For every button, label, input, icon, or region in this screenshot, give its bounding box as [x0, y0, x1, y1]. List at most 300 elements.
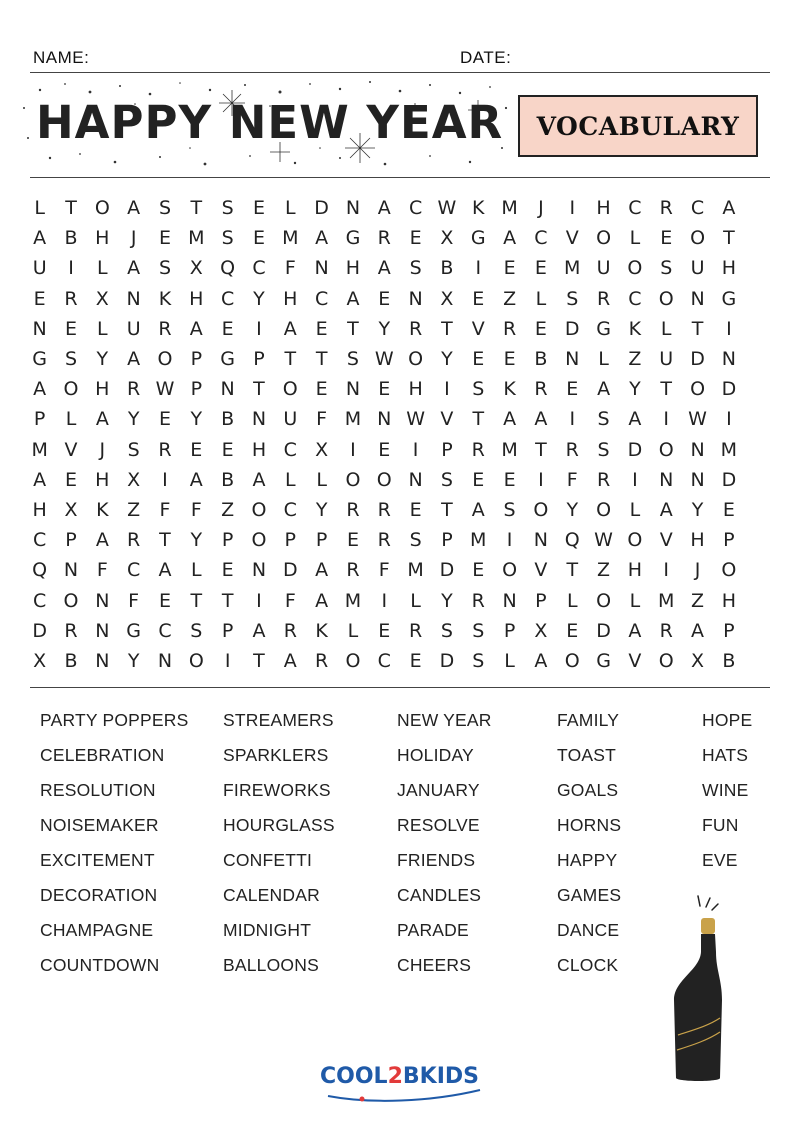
grid-letter: G	[345, 227, 361, 250]
grid-letter: E	[346, 529, 359, 552]
grid-letter: T	[284, 348, 297, 371]
grid-letter: N	[345, 197, 361, 220]
grid-letter: F	[378, 559, 390, 582]
grid-letter: M	[407, 559, 424, 582]
grid-letter: H	[32, 498, 47, 521]
grid-letter: D	[721, 468, 737, 491]
grid-letter: A	[659, 498, 673, 521]
grid-letter: O	[251, 498, 267, 521]
word-list-item: HOPE	[702, 710, 753, 730]
grid-letter: Y	[315, 498, 328, 521]
grid-letter: E	[158, 408, 171, 431]
grid-letter: L	[34, 197, 45, 220]
grid-letter: W	[406, 408, 425, 431]
grid-letter: E	[409, 498, 422, 521]
grid-letter: B	[64, 227, 78, 250]
grid-letter: Z	[628, 348, 642, 371]
grid-letter: I	[256, 589, 262, 612]
grid-letter: B	[64, 649, 78, 672]
grid-letter: S	[472, 649, 485, 672]
grid-letter: X	[95, 287, 109, 310]
grid-letter: Z	[691, 589, 705, 612]
grid-letter: H	[251, 438, 267, 461]
grid-letter: O	[188, 649, 204, 672]
grid-letter: S	[597, 408, 610, 431]
grid-letter: E	[64, 317, 77, 340]
grid-letter: R	[659, 197, 673, 220]
grid-letter: U	[596, 257, 611, 280]
grid-letter: P	[190, 378, 203, 401]
grid-letter: A	[315, 227, 329, 250]
grid-letter: S	[190, 619, 203, 642]
grid-row	[24, 525, 776, 555]
grid-letter: N	[408, 468, 423, 491]
grid-letter: C	[33, 529, 47, 552]
grid-letter: P	[503, 619, 516, 642]
grid-letter: W	[374, 348, 394, 371]
grid-letter: A	[95, 529, 109, 552]
word-column	[397, 708, 492, 988]
grid-letter: X	[33, 649, 47, 672]
word-list-item: GOALS	[557, 780, 619, 800]
grid-letter: U	[690, 257, 705, 280]
grid-letter: A	[534, 649, 548, 672]
word-list-item: HOLIDAY	[397, 745, 474, 765]
grid-letter: H	[189, 287, 204, 310]
grid-letter: S	[409, 529, 422, 552]
grid-letter: A	[95, 408, 109, 431]
grid-letter: M	[501, 197, 518, 220]
grid-letter: A	[33, 378, 47, 401]
word-list-item: EVE	[702, 850, 738, 870]
grid-letter: N	[32, 317, 47, 340]
grid-letter: E	[378, 438, 391, 461]
grid-letter: E	[64, 468, 77, 491]
grid-letter: C	[158, 619, 172, 642]
grid-letter: E	[221, 438, 234, 461]
grid-letter: M	[344, 408, 362, 431]
grid-letter: O	[564, 649, 580, 672]
grid-letter: T	[221, 589, 234, 612]
grid-letter: H	[596, 197, 611, 220]
grid-letter: Y	[190, 408, 203, 431]
grid-letter: C	[628, 287, 642, 310]
word-list-item: GAMES	[557, 885, 622, 905]
grid-letter: N	[251, 559, 267, 582]
grid-letter: I	[538, 468, 544, 491]
grid-letter: O	[533, 498, 549, 521]
word-list-item: CONFETTI	[223, 850, 313, 870]
grid-letter: T	[723, 227, 735, 250]
grid-letter: R	[409, 317, 423, 340]
vocabulary-label: VOCABULARY	[536, 111, 740, 141]
grid-letter: B	[722, 649, 736, 672]
grid-row	[24, 616, 776, 646]
grid-letter: D	[32, 619, 47, 642]
grid-letter: T	[159, 529, 171, 552]
grid-letter: O	[596, 227, 612, 250]
grid-letter: S	[660, 257, 673, 280]
grid-letter: O	[658, 649, 674, 672]
grid-letter: S	[440, 619, 453, 642]
grid-letter: A	[346, 287, 360, 310]
word-list-item: FAMILY	[557, 710, 620, 730]
word-list-item: RESOLVE	[397, 815, 480, 835]
grid-letter: Y	[378, 317, 391, 340]
grid-letter: P	[284, 529, 297, 552]
grid-letter: A	[315, 589, 329, 612]
grid-row	[24, 374, 776, 404]
grid-letter: Y	[127, 408, 140, 431]
grid-letter: O	[627, 257, 643, 280]
grid-letter: U	[283, 408, 298, 431]
grid-letter: M	[344, 589, 362, 612]
grid-letter: D	[627, 438, 643, 461]
grid-row	[24, 555, 776, 585]
grid-letter: I	[256, 317, 262, 340]
grid-letter: F	[190, 498, 202, 521]
grid-letter: E	[409, 649, 422, 672]
grid-letter: C	[220, 287, 235, 310]
word-list-item: EXCITEMENT	[40, 850, 155, 870]
grid-letter: I	[506, 529, 513, 552]
grid-letter: R	[596, 468, 611, 491]
grid-letter: L	[316, 468, 327, 491]
grid-letter: A	[722, 197, 736, 220]
grid-letter: L	[97, 257, 108, 280]
grid-letter: A	[158, 559, 172, 582]
grid-letter: W	[688, 408, 707, 431]
grid-letter: I	[68, 257, 74, 280]
word-column	[40, 708, 189, 988]
word-list-item: TOAST	[557, 745, 617, 765]
grid-letter: D	[596, 619, 611, 642]
grid-letter: D	[282, 559, 298, 582]
grid-letter: Y	[441, 589, 453, 612]
grid-letter: C	[127, 559, 141, 582]
grid-letter: I	[162, 468, 168, 491]
grid-letter: K	[315, 619, 328, 642]
grid-letter: I	[475, 257, 482, 280]
grid-letter: R	[127, 378, 141, 401]
grid-letter: E	[33, 287, 46, 310]
grid-letter: A	[691, 619, 705, 642]
grid-letter: N	[690, 438, 705, 461]
grid-letter: S	[221, 227, 234, 250]
grid-letter: X	[440, 287, 454, 310]
grid-letter: W	[594, 529, 613, 552]
grid-letter: O	[690, 378, 706, 401]
grid-letter: I	[663, 559, 670, 582]
grid-letter: S	[127, 438, 140, 461]
grid-bottom-divider	[30, 687, 770, 688]
grid-letter: R	[377, 227, 391, 250]
grid-letter: D	[439, 649, 455, 672]
grid-letter: E	[378, 619, 391, 642]
grid-letter: W	[437, 197, 457, 220]
word-list-item: HATS	[702, 745, 749, 765]
grid-letter: M	[282, 227, 299, 250]
grid-letter: U	[126, 317, 141, 340]
grid-letter: E	[472, 287, 485, 310]
grid-letter: M	[564, 257, 581, 280]
grid-letter: N	[63, 559, 79, 582]
grid-letter: Y	[441, 348, 453, 371]
grid-letter: L	[97, 317, 108, 340]
grid-letter: E	[315, 317, 328, 340]
grid-letter: K	[503, 378, 516, 401]
grid-letter: A	[597, 378, 611, 401]
grid-letter: O	[721, 559, 737, 582]
grid-letter: E	[503, 348, 516, 371]
word-list-item: NOISEMAKER	[40, 815, 159, 835]
grid-letter: H	[627, 559, 643, 582]
grid-row	[24, 465, 776, 495]
grid-letter: O	[376, 468, 392, 491]
grid-letter: F	[128, 589, 140, 612]
grid-letter: T	[566, 559, 579, 582]
grid-letter: A	[503, 227, 517, 250]
grid-row	[24, 646, 776, 676]
grid-letter: G	[596, 649, 611, 672]
grid-letter: T	[65, 197, 77, 220]
grid-row	[24, 314, 776, 344]
grid-letter: D	[439, 559, 455, 582]
grid-letter: A	[534, 408, 548, 431]
grid-letter: O	[596, 498, 612, 521]
logo-text-part: 2	[387, 1064, 403, 1089]
word-list-item: COUNTDOWN	[40, 955, 160, 975]
grid-letter: B	[534, 348, 548, 371]
grid-letter: A	[127, 257, 141, 280]
grid-letter: Y	[566, 498, 579, 521]
grid-letter: N	[95, 619, 110, 642]
grid-letter: F	[159, 498, 171, 521]
grid-letter: L	[504, 649, 515, 672]
grid-letter: E	[722, 498, 735, 521]
grid-letter: C	[408, 197, 423, 220]
grid-letter: A	[189, 468, 203, 491]
word-list-item: DANCE	[557, 920, 620, 940]
grid-letter: E	[534, 317, 547, 340]
grid-letter: T	[253, 378, 265, 401]
grid-letter: H	[721, 589, 737, 612]
grid-letter: X	[189, 257, 203, 280]
grid-letter: R	[596, 287, 611, 310]
grid-letter: O	[596, 589, 612, 612]
grid-letter: Z	[597, 559, 611, 582]
grid-letter: R	[315, 649, 329, 672]
grid-letter: N	[533, 529, 549, 552]
word-list-item: CELEBRATION	[40, 745, 165, 765]
grid-letter: S	[597, 438, 610, 461]
word-list-item: WINE	[702, 780, 749, 800]
grid-letter: A	[628, 408, 642, 431]
grid-letter: X	[315, 438, 329, 461]
grid-letter: T	[190, 197, 203, 220]
grid-letter: H	[95, 227, 110, 250]
grid-letter: E	[503, 468, 516, 491]
grid-letter: A	[283, 317, 297, 340]
logo-swoosh-icon	[320, 1086, 485, 1104]
grid-letter: S	[158, 197, 171, 220]
grid-letter: I	[350, 438, 356, 461]
grid-letter: U	[32, 257, 47, 280]
word-list-item: RESOLUTION	[40, 780, 156, 800]
grid-letter: Q	[220, 257, 236, 280]
word-list-item: FIREWORKS	[223, 780, 331, 800]
grid-letter: T	[441, 498, 453, 521]
grid-letter: R	[158, 317, 172, 340]
grid-letter: N	[721, 348, 736, 371]
grid-letter: B	[221, 408, 235, 431]
grid-letter: T	[660, 378, 673, 401]
grid-letter: M	[188, 227, 205, 250]
grid-letter: V	[659, 529, 673, 552]
grid-letter: P	[221, 619, 234, 642]
grid-letter: V	[565, 227, 579, 250]
grid-letter: I	[726, 317, 732, 340]
grid-letter: Y	[127, 649, 140, 672]
grid-letter: R	[471, 589, 485, 612]
grid-letter: V	[64, 438, 78, 461]
grid-letter: M	[720, 438, 738, 461]
grid-letter: T	[441, 317, 453, 340]
grid-letter: C	[534, 227, 548, 250]
grid-letter: E	[378, 287, 391, 310]
grid-letter: L	[191, 559, 202, 582]
word-list-item: BALLOONS	[223, 955, 319, 975]
grid-letter: R	[127, 529, 141, 552]
word-list-item: CLOCK	[557, 955, 619, 975]
word-list-item: PARTY POPPERS	[40, 710, 189, 730]
grid-letter: V	[628, 649, 642, 672]
grid-letter: E	[409, 227, 422, 250]
grid-letter: I	[444, 378, 450, 401]
grid-letter: I	[663, 408, 670, 431]
grid-letter: X	[64, 498, 78, 521]
grid-letter: L	[660, 317, 672, 340]
grid-row	[24, 404, 776, 434]
grid-letter: E	[534, 257, 547, 280]
grid-letter: O	[627, 529, 643, 552]
champagne-bottle-icon	[668, 890, 728, 1085]
grid-letter: O	[658, 287, 674, 310]
grid-letter: A	[471, 498, 485, 521]
grid-letter: F	[284, 257, 296, 280]
grid-row	[24, 223, 776, 253]
grid-letter: H	[283, 287, 298, 310]
grid-letter: E	[472, 468, 485, 491]
title-banner	[20, 78, 510, 168]
grid-row	[24, 344, 776, 374]
grid-letter: I	[224, 649, 231, 672]
grid-letter: F	[96, 559, 108, 582]
word-list-item: DECORATION	[40, 885, 158, 905]
word-search-grid	[24, 193, 776, 676]
grid-letter: O	[63, 378, 79, 401]
grid-letter: E	[190, 438, 203, 461]
grid-letter: S	[346, 348, 359, 371]
grid-letter: L	[598, 348, 609, 371]
grid-letter: I	[381, 589, 388, 612]
grid-letter: O	[157, 348, 173, 371]
grid-letter: A	[377, 197, 391, 220]
grid-letter: P	[253, 348, 265, 371]
grid-letter: N	[95, 589, 110, 612]
grid-letter: O	[251, 529, 267, 552]
grid-letter: E	[252, 197, 265, 220]
grid-letter: K	[158, 287, 172, 310]
grid-letter: A	[628, 619, 642, 642]
grid-letter: E	[158, 227, 171, 250]
word-list-item: FRIENDS	[397, 850, 476, 870]
grid-letter: R	[659, 619, 673, 642]
grid-letter: O	[282, 378, 298, 401]
word-list-item: MIDNIGHT	[223, 920, 312, 940]
grid-row	[24, 495, 776, 525]
grid-letter: R	[534, 378, 548, 401]
grid-letter: E	[566, 378, 579, 401]
grid-letter: N	[126, 287, 141, 310]
grid-letter: E	[158, 589, 171, 612]
grid-letter: S	[566, 287, 579, 310]
grid-top-divider	[30, 177, 770, 178]
grid-letter: B	[221, 468, 235, 491]
logo-text-part: BKIDS	[402, 1064, 479, 1089]
grid-letter: V	[534, 559, 548, 582]
grid-letter: F	[566, 468, 578, 491]
grid-letter: I	[569, 197, 576, 220]
word-column	[702, 708, 752, 883]
grid-letter: O	[345, 468, 361, 491]
word-list-item: HAPPY	[557, 850, 618, 870]
grid-letter: R	[502, 317, 517, 340]
word-list-item: CHEERS	[397, 955, 472, 975]
grid-letter: E	[566, 619, 579, 642]
grid-letter: N	[659, 468, 674, 491]
grid-letter: O	[690, 227, 706, 250]
grid-letter: D	[314, 197, 329, 220]
grid-letter: C	[283, 438, 297, 461]
grid-letter: X	[440, 227, 454, 250]
grid-letter: M	[658, 589, 675, 612]
grid-letter: P	[65, 529, 77, 552]
grid-letter: R	[346, 559, 360, 582]
grid-letter: G	[596, 317, 611, 340]
grid-letter: Y	[96, 348, 109, 371]
grid-letter: O	[345, 649, 361, 672]
grid-letter: J	[130, 227, 137, 250]
grid-letter: L	[566, 589, 578, 612]
grid-letter: H	[95, 468, 110, 491]
grid-letter: V	[471, 317, 485, 340]
grid-letter: C	[314, 287, 329, 310]
grid-letter: A	[127, 197, 141, 220]
grid-letter: K	[628, 317, 642, 340]
grid-letter: F	[316, 408, 328, 431]
grid-letter: R	[409, 619, 423, 642]
grid-letter: I	[632, 468, 638, 491]
grid-letter: R	[346, 498, 360, 521]
grid-letter: S	[64, 348, 78, 371]
grid-letter: M	[470, 529, 487, 552]
grid-letter: E	[221, 559, 234, 582]
grid-letter: N	[377, 408, 392, 431]
grid-letter: K	[472, 197, 485, 220]
grid-letter: S	[221, 197, 234, 220]
grid-letter: N	[345, 378, 361, 401]
